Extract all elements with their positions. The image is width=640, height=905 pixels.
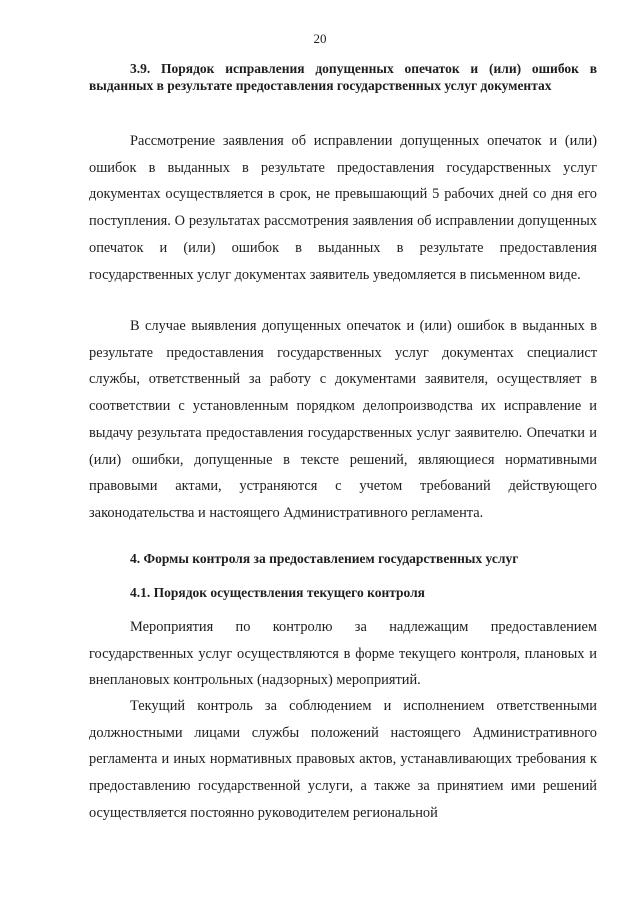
- section-3-9-paragraph-1: Рассмотрение заявления об исправлении допущенных опечаток и (или) ошибок в выданных в результате предоставления государственных услуг документах осуществляется в срок, не превышающий 5 рабочих дней со дня его поступления. О результатах рассмотрения заявления об исправлении допущенных опечаток и (или) ошибок в выданных в результате предоставления государственных услуг документах заявитель уведомляется в письменном виде.: [89, 133, 597, 283]
- section-4-1-heading: 4.1. Порядок осуществления текущего контроля: [130, 585, 425, 600]
- section-4-1-paragraph-1: Мероприятия по контролю за надлежащим предоставлением государственных услуг осуществляются в форме текущего контроля, плановых и внеплановых контрольных (надзорных) мероприятий.: [89, 619, 597, 689]
- page-number: 20: [313, 31, 327, 46]
- section-4-heading: 4. Формы контроля за предоставлением государственных услуг: [130, 551, 519, 566]
- section-3-9-paragraph-2: В случае выявления допущенных опечаток и (или) ошибок в выданных в результате предоставления государственных услуг документах специалист службы, ответственный за работу с документами заявителя, осуществляет в соответствии с установленным порядком делопроизводства их исправление и выдачу результата предоставления государственных услуг заявителю. Опечатки и (или) ошибки, допущенные в тексте решений, являющиеся нормативными правовыми актами, устраняются с учетом требований действующего законодательства и настоящего Административного регламента.: [89, 318, 597, 521]
- section-3-9-heading: 3.9. Порядок исправления допущенных опечаток и (или) ошибок в выданных в результате предоставления государственных услуг документах: [89, 61, 597, 93]
- section-4-1-paragraph-2: Текущий контроль за соблюдением и исполнением ответственными должностными лицами службы положений настоящего Административного регламента и иных нормативных правовых актов, устанавливающих требования к предоставлению государственной услуги, а также за принятием ими решений осуществляется постоянно руководителем региональной: [89, 698, 597, 821]
